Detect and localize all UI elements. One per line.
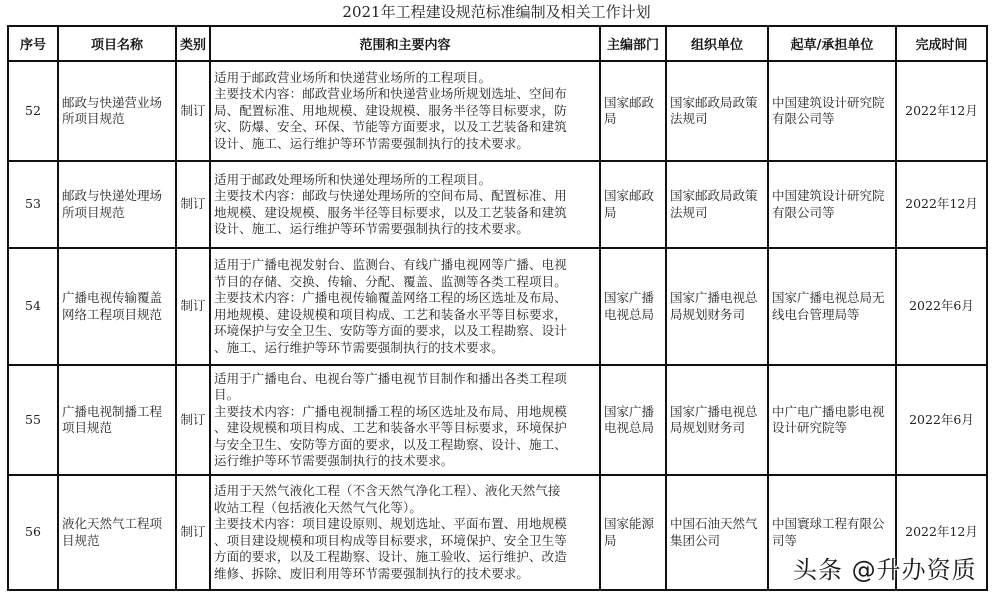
header-type: 类别 xyxy=(176,26,210,61)
row-drafter: 中广电广播电影电视设计研究院等 xyxy=(768,365,896,475)
row-type: 制订 xyxy=(176,161,210,248)
scope-line: 主要技术内容：邮政营业场所和快递营业场所规划选址、空间布 xyxy=(214,86,567,102)
scope-line: 适用于广播电台、电视台等广播电视节目制作和播出各类工程项 xyxy=(214,370,567,386)
row-type: 制订 xyxy=(176,475,210,590)
row-no: 56 xyxy=(8,475,58,590)
row-no: 55 xyxy=(8,365,58,475)
row-scope xyxy=(210,61,600,161)
header-deadline: 完成时间 xyxy=(896,26,987,61)
row-no: 54 xyxy=(8,248,58,365)
header-name: 项目名称 xyxy=(58,26,176,61)
row-no: 53 xyxy=(8,161,58,248)
row-project-name: 邮政与快递处理场所项目规范 xyxy=(58,161,176,248)
row-drafter: 中国建筑设计研究院有限公司等 xyxy=(768,61,896,161)
scope-line: 与安全卫生、安防等方面的要求，以及工程勘察、设计、施工、 xyxy=(214,436,567,452)
row-lead-dept: 国家广播电视总局 xyxy=(600,365,666,475)
header-scope: 范围和主要内容 xyxy=(210,26,600,61)
table-row xyxy=(8,365,987,475)
row-drafter: 中国建筑设计研究院有限公司等 xyxy=(768,161,896,248)
scope-line: 环境保护与安全卫生、安防等方面的要求，以及工程勘察、设计 xyxy=(214,323,567,338)
scope-line: 局、配置标准、用地规模、建设规模、服务半径等目标要求，防 xyxy=(214,102,567,118)
row-deadline: 2022年12月 xyxy=(896,161,987,248)
row-project-name: 液化天然气工程项目规范 xyxy=(58,475,176,590)
row-lead-dept: 国家能源局 xyxy=(600,475,666,590)
row-scope xyxy=(210,365,600,475)
table-row xyxy=(8,248,987,365)
row-deadline: 2022年6月 xyxy=(896,248,987,365)
scope-line: 适用于邮政处理场所和快递处理场所的工程项目。 xyxy=(214,171,492,187)
row-organizer: 国家广播电视总局规划财务司 xyxy=(666,365,768,475)
row-lead-dept: 国家广播电视总局 xyxy=(600,248,666,365)
scope-line: 运行维护等环节需要强制执行的技术要求。 xyxy=(214,453,454,468)
row-no: 52 xyxy=(8,61,58,161)
scope-line: 适用于邮政营业场所和快递营业场所的工程项目。 xyxy=(214,69,492,85)
scope-line: 灾、防爆、安全、环保、节能等方面要求，以及工艺装备和建筑 xyxy=(214,119,567,135)
row-project-name: 广播电视传输覆盖网络工程项目规范 xyxy=(58,248,176,365)
row-project-name: 邮政与快递营业场所项目规范 xyxy=(58,61,176,161)
scope-line: 设计、施工、运行维护等环节需要强制执行的技术要求。 xyxy=(214,135,530,151)
scope-line: 方面的要求，以及工程勘察、设计、施工验收、运行维护、改造 xyxy=(214,549,567,564)
row-organizer: 国家广播电视总局规划财务司 xyxy=(666,248,768,365)
row-lead-dept: 国家邮政局 xyxy=(600,161,666,248)
row-drafter: 国家广播电视总局无线电台管理局等 xyxy=(768,248,896,365)
scope-line: 设计、施工、运行维护等环节需要强制执行的技术要求。 xyxy=(214,221,530,236)
watermark: 头条 @升办资质 xyxy=(793,556,977,584)
header-organizer: 组织单位 xyxy=(666,26,768,61)
row-scope xyxy=(210,161,600,248)
row-scope xyxy=(210,248,600,365)
scope-line: 适用于天然气液化工程（不含天然气净化工程）、液化天然气接 xyxy=(214,483,561,498)
scope-line: 节目的存储、交换、传输、分配、覆盖、监测等各类工程项目。 xyxy=(214,273,567,289)
row-type: 制订 xyxy=(176,248,210,365)
row-scope xyxy=(210,475,600,590)
row-project-name: 广播电视制播工程项目规范 xyxy=(58,365,176,475)
header-lead-dept: 主编部门 xyxy=(600,26,666,61)
work-plan-table xyxy=(7,25,988,591)
header-no: 序号 xyxy=(8,26,58,61)
scope-line: 收站工程（包括液化天然气气化等）。 xyxy=(214,499,422,515)
scope-line: 、建设规模和项目构成、工艺和装备水平等目标要求，环境保护 xyxy=(214,420,567,435)
scope-line: 用地规模、建设规模和项目构成、工艺和装备水平等目标要求， xyxy=(214,306,567,322)
scope-line: 目。 xyxy=(214,387,240,402)
row-organizer: 国家邮政局政策法规司 xyxy=(666,161,768,248)
scope-line: 维修、拆除、废旧利用等环节需要强制执行的技术要求。 xyxy=(214,565,530,581)
row-type: 制订 xyxy=(176,61,210,161)
table-header-row xyxy=(8,26,987,61)
row-lead-dept: 国家邮政局 xyxy=(600,61,666,161)
scope-line: 、项目建设规模和项目构成等目标要求，环境保护、安全卫生等 xyxy=(214,532,567,548)
scope-line: 主要技术内容：项目建设原则、规划选址、平面布置、用地规模 xyxy=(214,516,567,531)
row-deadline: 2022年12月 xyxy=(896,475,987,590)
row-deadline: 2022年12月 xyxy=(896,61,987,161)
scope-line: 主要技术内容：邮政与快递处理场所的空间布局、配置标准、用 xyxy=(214,188,567,203)
scope-line: 地规模、建设规模、服务半径等目标要求，以及工艺装备和建筑 xyxy=(214,204,567,220)
scope-line: 、施工、运行维护等环节需要强制执行的技术要求。 xyxy=(214,339,504,355)
row-type: 制订 xyxy=(176,365,210,475)
table-row xyxy=(8,61,987,161)
row-organizer: 国家邮政局政策法规司 xyxy=(666,61,768,161)
scope-line: 适用于广播电视发射台、监测台、有线广播电视网等广播、电视 xyxy=(214,257,567,272)
header-drafter: 起草/承担单位 xyxy=(768,26,896,61)
scope-line: 主要技术内容：广播电视传输覆盖网络工程的场区选址及布局、 xyxy=(214,290,567,305)
row-deadline: 2022年6月 xyxy=(896,365,987,475)
row-drafter: 中国寰球工程有限公司等 xyxy=(768,475,896,590)
row-organizer: 中国石油天然气集团公司 xyxy=(666,475,768,590)
scope-line: 主要技术内容：广播电视制播工程的场区选址及布局、用地规模 xyxy=(214,403,567,419)
table-row xyxy=(8,161,987,248)
document-title: 2021年工程建设规范标准编制及相关工作计划 xyxy=(342,3,651,21)
